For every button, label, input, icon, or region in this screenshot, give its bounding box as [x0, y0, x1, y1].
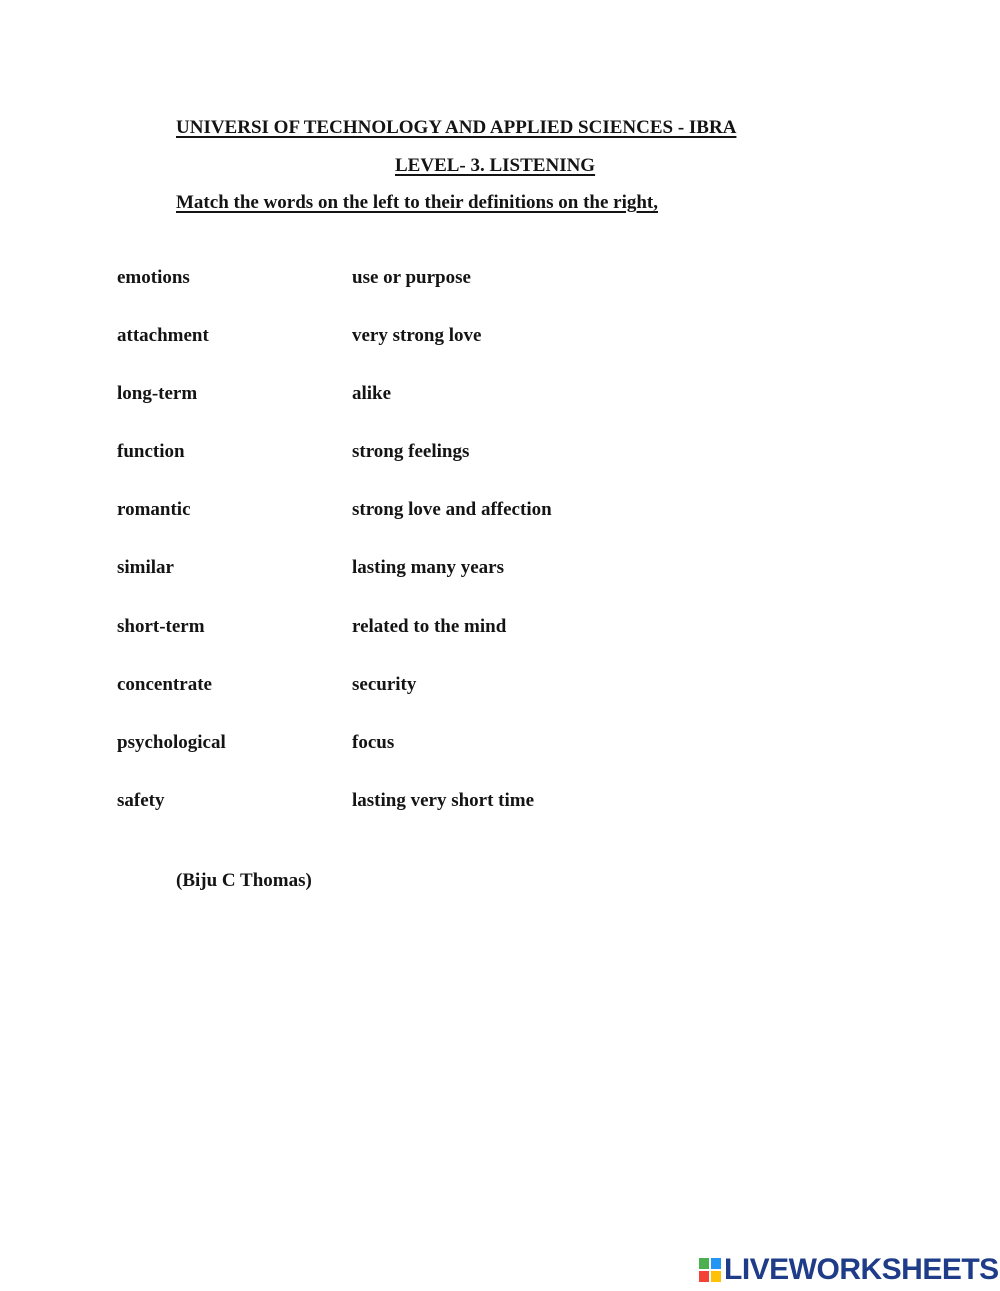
definition-item: alike — [352, 383, 392, 404]
level-heading: LEVEL- 3. LISTENING — [395, 155, 596, 176]
definition-item: very strong love — [352, 325, 482, 346]
word-item: short-term — [117, 616, 205, 637]
definition-item: related to the mind — [352, 616, 507, 637]
word-item: emotions — [117, 267, 190, 288]
word-item: safety — [117, 790, 165, 811]
definition-item: use or purpose — [352, 267, 471, 288]
instruction-text: Match the words on the left to their definitions on the right, — [176, 192, 659, 213]
definition-item: strong feelings — [352, 441, 470, 462]
word-item: concentrate — [117, 674, 212, 695]
page-title: UNIVERSI OF TECHNOLOGY AND APPLIED SCIENCES - IBRA — [176, 117, 737, 138]
word-item: similar — [117, 557, 174, 578]
definition-item: security — [352, 674, 417, 695]
definition-item: strong love and affection — [352, 499, 552, 520]
brand-name: LIVEWORKSHEETS — [724, 1253, 999, 1286]
word-item: psychological — [117, 732, 226, 753]
definition-item: focus — [352, 732, 395, 753]
word-item: function — [117, 441, 185, 462]
word-item: attachment — [117, 325, 209, 346]
word-item: long-term — [117, 383, 198, 404]
definition-item: lasting very short time — [352, 790, 535, 811]
brand-watermark[interactable] — [698, 1254, 999, 1286]
liveworksheets-logo-icon — [698, 1257, 722, 1283]
definition-item: lasting many years — [352, 557, 504, 578]
word-item: romantic — [117, 499, 191, 520]
author-credit: (Biju C Thomas) — [176, 870, 312, 891]
